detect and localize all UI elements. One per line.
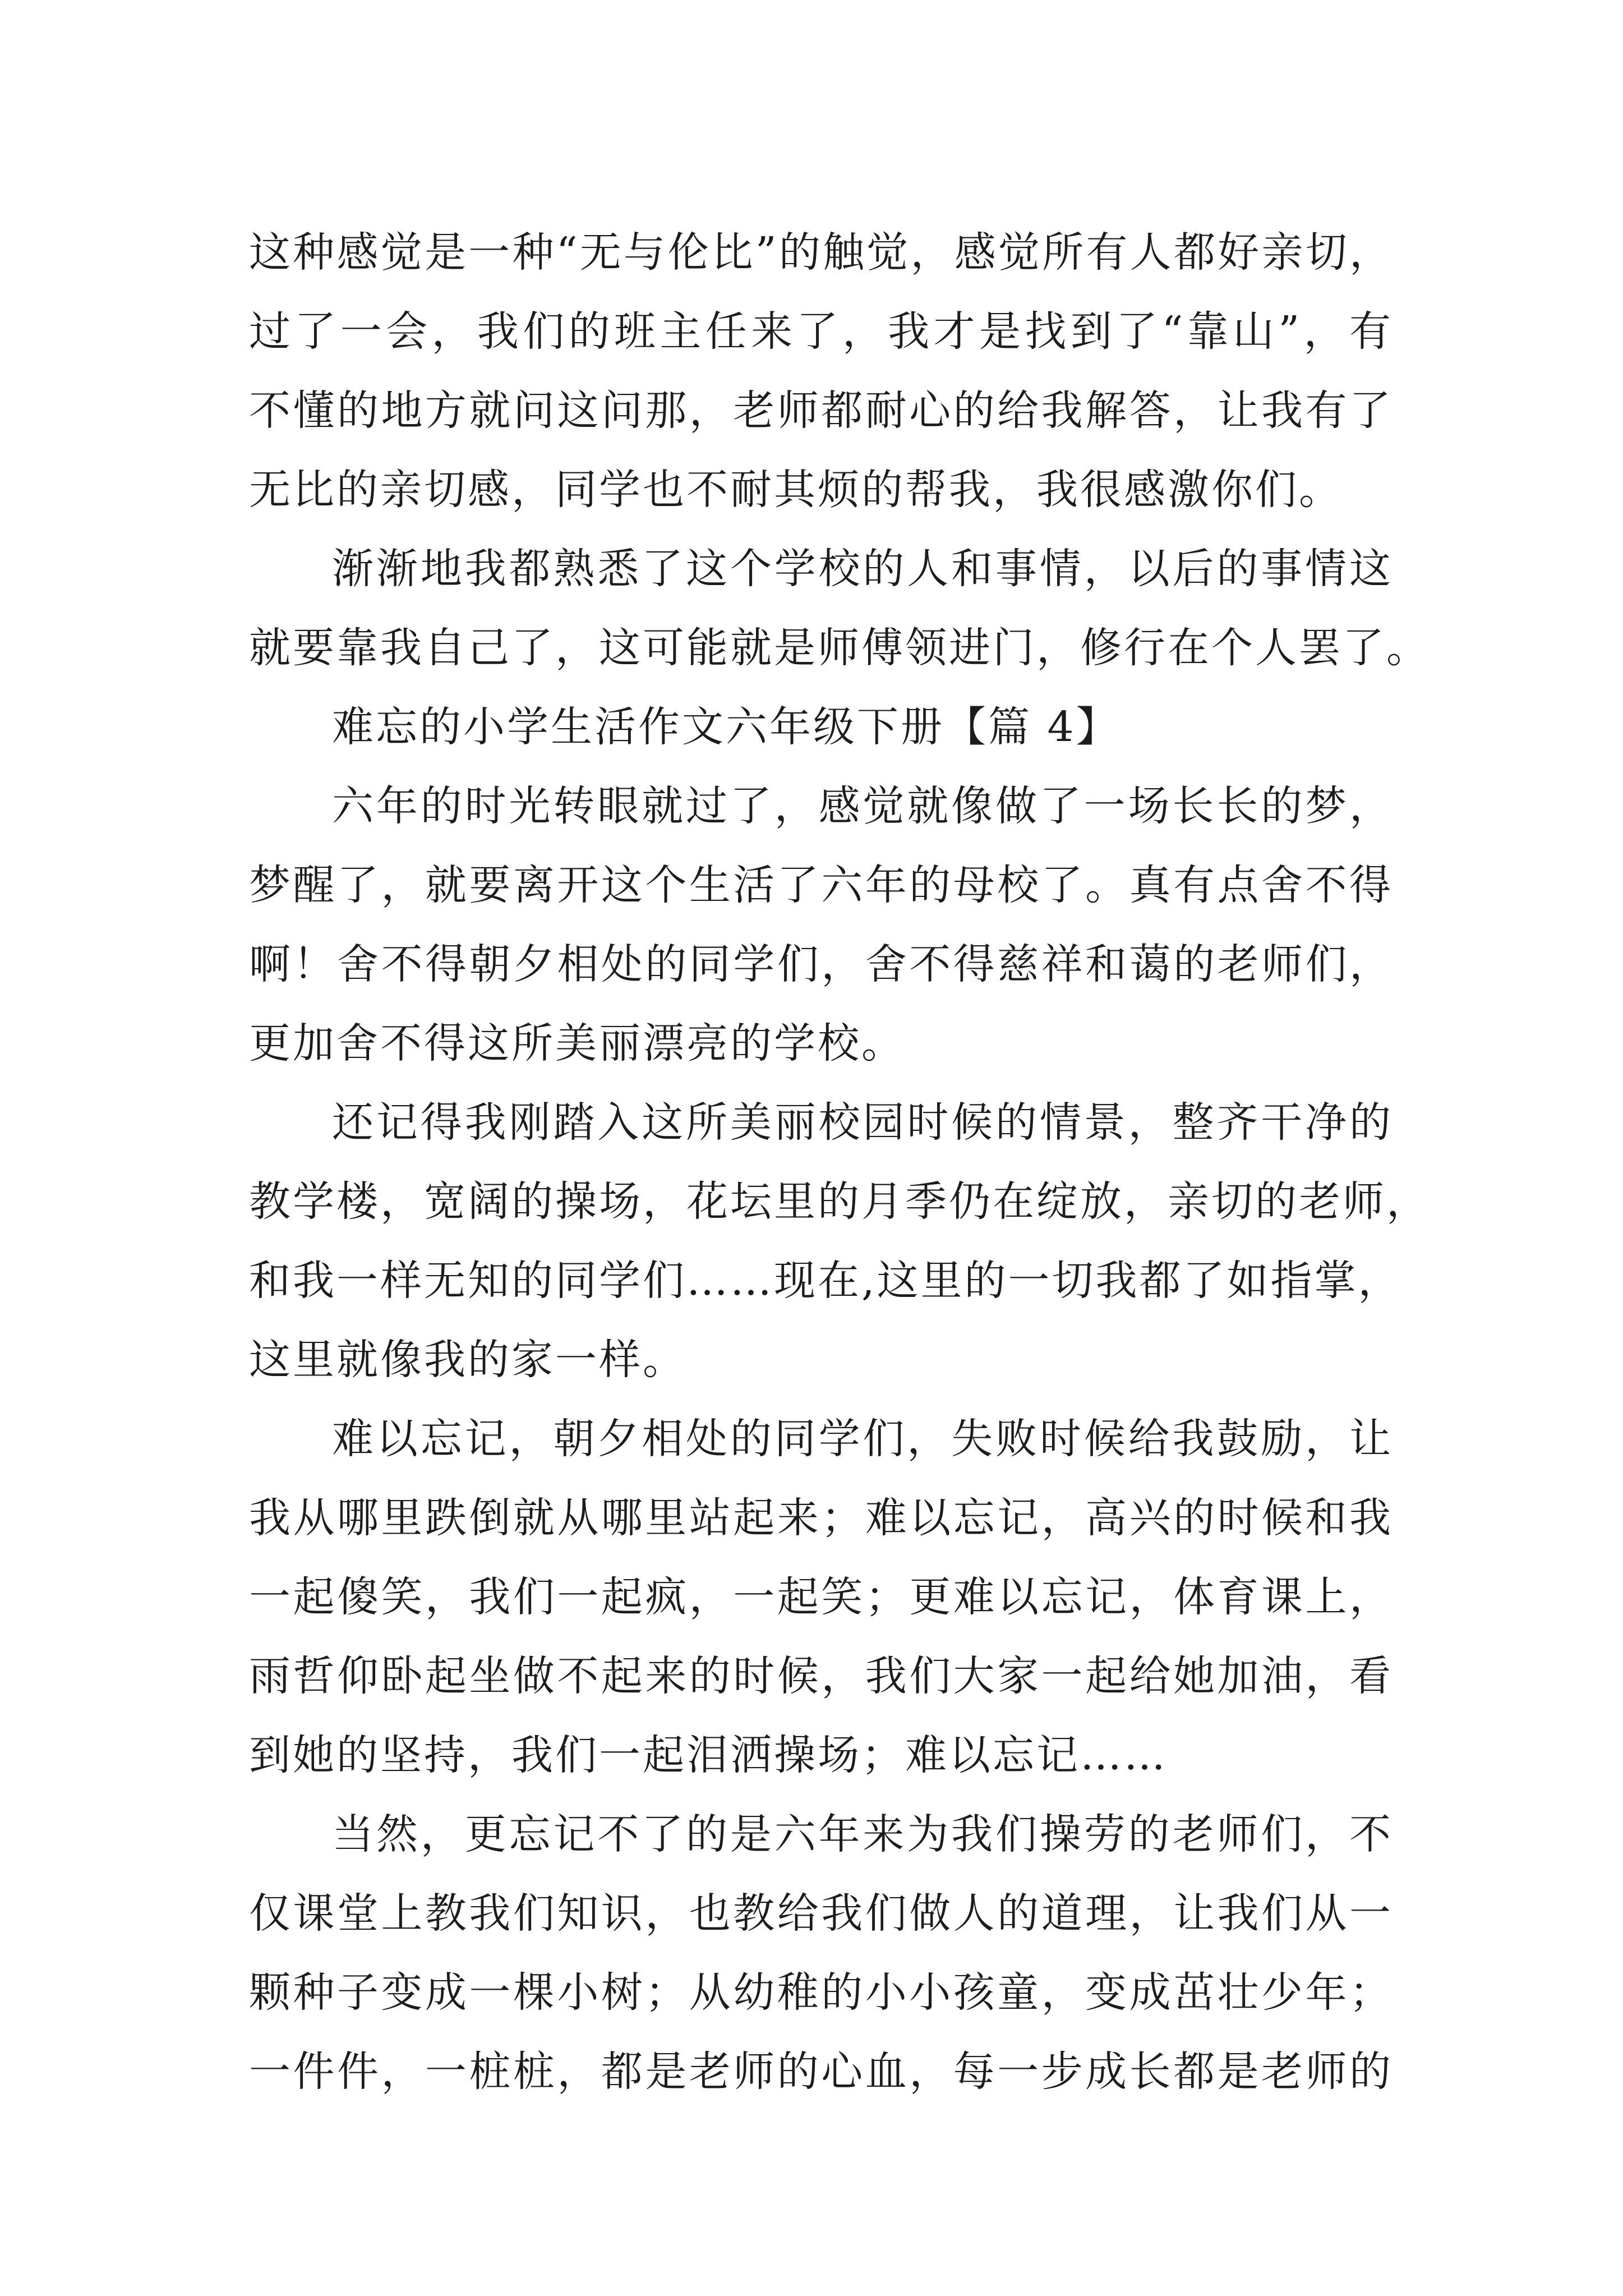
- text-line: 这里就像我的家一样。: [249, 1336, 686, 1384]
- text-line: 六年的时光转眼就过了，感觉就像做了一场长长的梦，: [332, 782, 1393, 830]
- text-line: 到她的坚持，我们一起泪洒操场；难以忘记……: [249, 1731, 1168, 1779]
- document-body: [249, 213, 1430, 2111]
- text-line: 难以忘记，朝夕相处的同学们，失败时候给我鼓励，让: [332, 1415, 1393, 1463]
- text-line: 教学楼，宽阔的操场，花坛里的月季仍在绽放，亲切的老师，: [249, 1177, 1430, 1226]
- section-heading: [249, 688, 1393, 767]
- text-line: 一件件，一桩桩，都是老师的心血，每一步成长都是老师的: [249, 2047, 1393, 2096]
- text-line: 一起傻笑，我们一起疯，一起笑；更难以忘记，体育课上，: [249, 1573, 1393, 1621]
- paragraph: [249, 1795, 1393, 2111]
- text-line: 就要靠我自己了，这可能就是师傅领进门，修行在个人罢了。: [249, 624, 1430, 672]
- text-line: 这种感觉是一种“无与伦比”的触觉，感觉所有人都好亲切，: [249, 228, 1393, 277]
- text-line: 我从哪里跌倒就从哪里站起来；难以忘记，高兴的时候和我: [249, 1494, 1393, 1542]
- text-line: 无比的亲切感，同学也不耐其烦的帮我，我很感激你们。: [249, 466, 1343, 514]
- paragraph: [249, 767, 1393, 1083]
- paragraph: [249, 1083, 1430, 1400]
- paragraph: [249, 530, 1430, 688]
- text-line: 当然，更忘记不了的是六年来为我们操劳的老师们，不: [332, 1810, 1393, 1858]
- text-line: 更加舍不得这所美丽漂亮的学校。: [249, 1019, 905, 1068]
- text-line: 啊！舍不得朝夕相处的同学们，舍不得慈祥和蔼的老师们，: [249, 940, 1393, 988]
- text-line: 雨哲仰卧起坐做不起来的时候，我们大家一起给她加油，看: [249, 1652, 1393, 1700]
- text-line: 还记得我刚踏入这所美丽校园时候的情景，整齐干净的: [332, 1098, 1393, 1147]
- text-line: 过了一会，我们的班主任来了，我才是找到了“靠山”，有: [249, 307, 1393, 356]
- text-line: 仅课堂上教我们知识，也教给我们做人的道理，让我们从一: [249, 1889, 1393, 1938]
- heading-text: 难忘的小学生活作文六年级下册【篇 4】: [332, 703, 1120, 751]
- text-line: 梦醒了，就要离开这个生活了六年的母校了。真有点舍不得: [249, 861, 1393, 909]
- paragraph: [249, 1400, 1393, 1795]
- text-line: 和我一样无知的同学们……现在,这里的一切我都了如指掌，: [249, 1257, 1402, 1305]
- paragraph: [249, 213, 1393, 530]
- text-line: 渐渐地我都熟悉了这个学校的人和事情，以后的事情这: [332, 545, 1393, 593]
- text-line: 不懂的地方就问这问那，老师都耐心的给我解答，让我有了: [249, 386, 1393, 435]
- text-line: 颗种子变成一棵小树；从幼稚的小小孩童，变成茁壮少年；: [249, 1968, 1393, 2017]
